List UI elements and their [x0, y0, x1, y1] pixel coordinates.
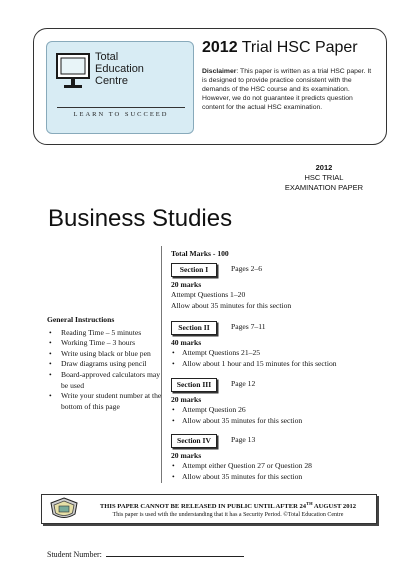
security-notice: This paper is used with the understanding that it has a Security Period. ©Total Education Centre [112, 512, 344, 519]
shield-seal-icon [47, 497, 81, 521]
instruction-item: • Write using black or blue pen [47, 349, 162, 360]
computer-monitor-icon [55, 50, 93, 96]
exam-paper-label: EXAMINATION PAPER [284, 183, 363, 192]
disclaimer-label: Disclaimer [202, 68, 237, 75]
tec-logo [46, 41, 194, 134]
section-3 [171, 378, 381, 426]
instruction-item: • Working Time – 3 hours [47, 338, 162, 349]
section-label-box: Section IV [171, 434, 217, 448]
section-instruction: • Attempt either Question 27 or Question 28 [171, 461, 381, 471]
logo-line-education: Education [95, 63, 144, 75]
general-instructions-title: General Instructions [47, 315, 115, 324]
section-pages: Pages 2–6 [231, 264, 263, 273]
section-marks: 40 marks [171, 338, 202, 347]
student-number-field[interactable] [106, 549, 244, 557]
header-banner [33, 28, 387, 145]
release-notice-date: AUGUST 2012 [312, 503, 357, 511]
section-2 [171, 321, 381, 369]
release-notice-ordinal: TH [306, 501, 313, 506]
banner-title-year: 2012 [202, 39, 238, 56]
general-instructions [47, 315, 162, 412]
student-number-label: Student Number: [47, 550, 102, 559]
section-marks: 20 marks [171, 451, 202, 460]
exam-year: 2012 [315, 163, 333, 172]
section-marks: 20 marks [171, 280, 202, 289]
logo-divider [57, 107, 185, 108]
section-label-box: Section II [171, 321, 217, 335]
section-instruction: Allow about 35 minutes for this section [171, 300, 292, 310]
section-pages: Page 13 [231, 435, 256, 444]
instruction-item: • Write your student number at the bottom of this page [47, 391, 162, 412]
exam-info [285, 163, 363, 193]
total-marks: Total Marks - 100 [171, 249, 229, 258]
section-instruction: Attempt Questions 1–20 [171, 290, 246, 300]
release-notice [86, 499, 370, 511]
section-label-box: Section III [171, 378, 217, 392]
section-pages: Page 12 [231, 379, 256, 388]
section-label-box: Section I [171, 263, 217, 277]
section-4 [171, 434, 381, 482]
logo-line-total: Total [95, 51, 119, 63]
disclaimer-text: : This paper is written as a trial HSC paper. It is designed to provide practice consistent with the demands of the HSC course and its examination. However, we do not guarantee it predicts question content for the actual HSC examination. [202, 68, 372, 111]
security-footer [41, 494, 377, 524]
section-marks: 20 marks [171, 395, 202, 404]
section-instruction: • Allow about 35 minutes for this section [171, 472, 381, 482]
disclaimer [202, 67, 374, 112]
instruction-item: • Reading Time – 5 minutes [47, 328, 162, 339]
banner-title-text: Trial HSC Paper [241, 39, 358, 56]
section-instruction: • Attempt Questions 21–25 [171, 348, 381, 358]
instruction-item: • Board-approved calculators may be used [47, 370, 162, 391]
logo-line-centre: Centre [95, 75, 129, 87]
instruction-item: • Draw diagrams using pencil [47, 359, 162, 370]
section-instruction: • Allow about 1 hour and 15 minutes for this section [171, 359, 381, 369]
section-pages: Pages 7–11 [231, 322, 266, 331]
section-instruction: • Allow about 35 minutes for this section [171, 416, 381, 426]
subject-title: Business Studies [48, 205, 233, 232]
banner-title [202, 39, 358, 57]
footer-text [86, 499, 370, 520]
section-1 [171, 263, 381, 311]
release-notice-text: THIS PAPER CANNOT BE RELEASED IN PUBLIC UNTIL AFTER 24 [99, 503, 307, 511]
exam-type: HSC TRIAL [304, 173, 344, 182]
section-instruction: • Attempt Question 26 [171, 405, 381, 415]
student-number-row [47, 549, 244, 559]
logo-text [95, 51, 190, 87]
logo-tagline: LEARN TO SUCCEED [73, 111, 169, 118]
